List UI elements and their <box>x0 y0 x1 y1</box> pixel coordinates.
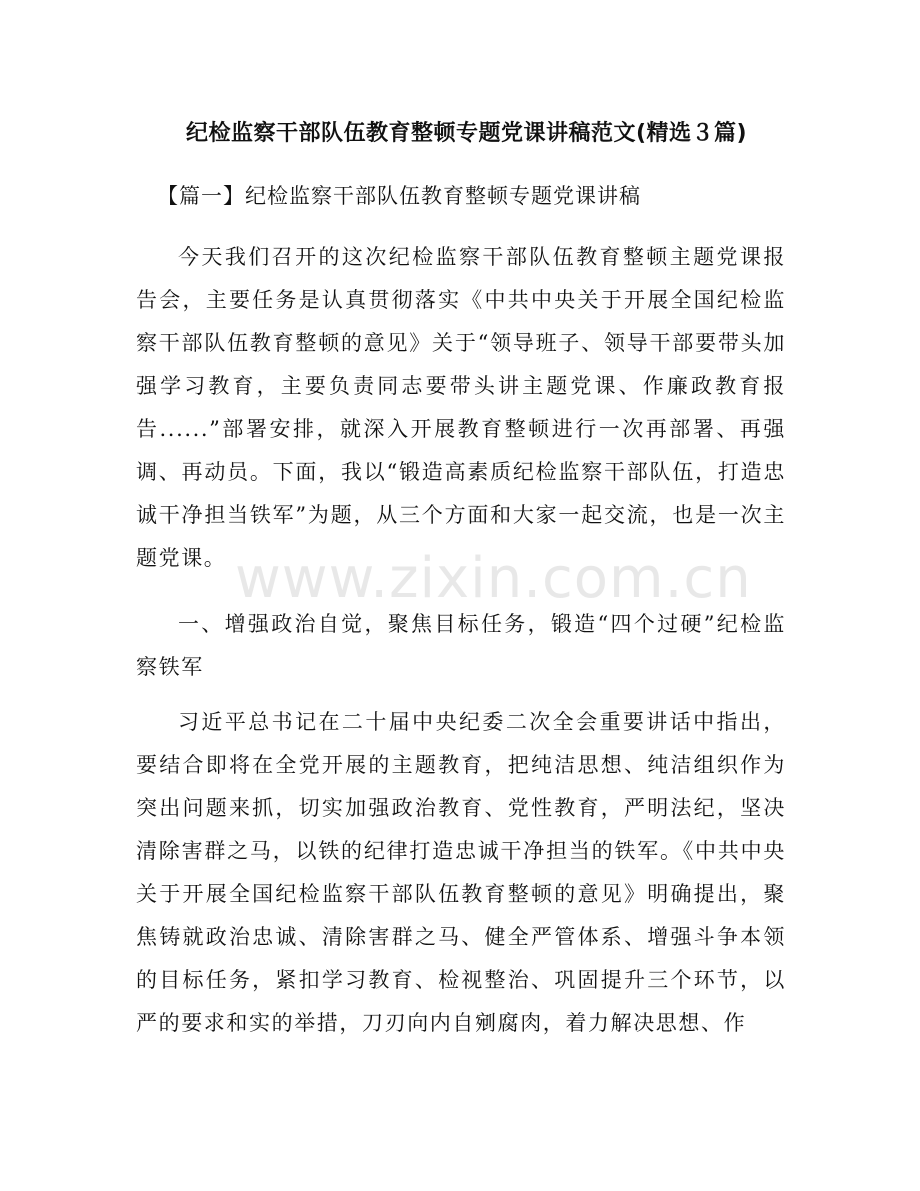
paragraph-subheading-one: 一、增强政治自觉，聚焦目标任务，锻造“四个过硬”纪检监察铁军 <box>136 612 786 679</box>
section-heading: 【篇一】纪检监察干部队伍教育整顿专题党课讲稿 <box>157 184 641 208</box>
paragraph-intro: 今天我们召开的这次纪检监察干部队伍教育整顿主题党课报告会，主要任务是认真贯彻落实《中共中央关于开展全国纪检监察干部队伍教育整顿的意见》关于“领导班子、领导干部要带头加强学习教育，主要负责同志要带头讲主题党课、作廉政教育报告......”部署安排，就深入开展教育整顿进行一次再部署、再强调、再动员。下面，我以“锻造高素质纪检监察干部队伍，打造忠诚干净担当铁军”为题，从三个方面和大家一起交流，也是一次主题党课。 <box>136 245 786 570</box>
document-title: 纪检监察干部队伍教育整顿专题党课讲稿范文(精选３篇) <box>186 121 748 146</box>
paragraph-body-one: 习近平总书记在二十届中央纪委二次全会重要讲话中指出，要结合即将在全党开展的主题教育，把纯洁思想、纯洁组织作为突出问题来抓，切实加强政治教育、党性教育，严明法纪，坚决清除害群之马，以铁的纪律打造忠诚干净担当的铁军。《中共中央关于开展全国纪检监察干部队伍教育整顿的意见》明确提出，聚焦铸就政治忠诚、清除害群之马、健全严管体系、增强斗争本领的目标任务，紧扣学习教育、检视整治、巩固提升三个环节，以严的要求和实的举措，刀刃向内自剜腐肉，着力解决思想、作 <box>136 710 786 1035</box>
watermark: www.zixin.com.cn <box>235 546 752 611</box>
